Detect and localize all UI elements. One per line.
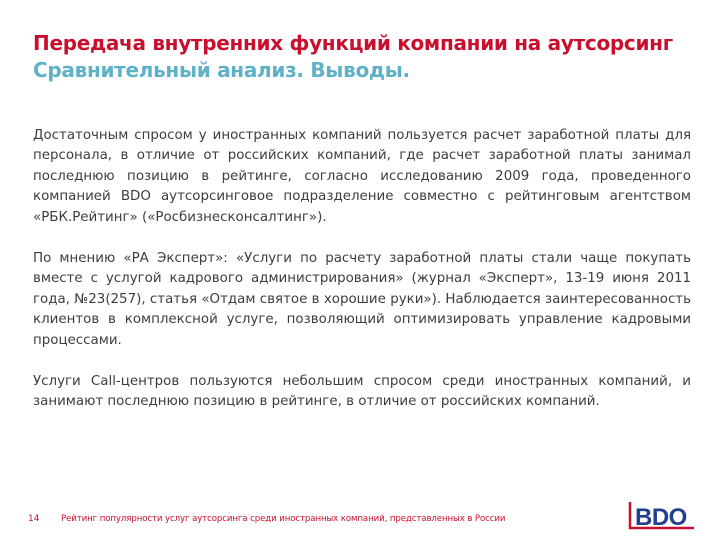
footnote: Рейтинг популярности услуг аутсорсинга среди иностранных компаний, представленных в России (61, 514, 506, 524)
paragraph-ra-expert: По мнению «РА Эксперт»: «Услуги по расчету заработной платы стали чаще покупать вместе с услугой кадрового администрирования» (журнал «Эксперт», 13-19 июня 2011 года, №23(257), статья «Отдам святое в хорошие руки»). Наблюдается заинтересованность клиентов в комплексной услуге, позволяющий оптимизировать управление кадровыми процессами. (33, 251, 691, 348)
paragraph-call-centers: Услуги Call-центров пользуются небольшим спросом среди иностранных компаний, и занимают последнюю позицию в рейтинге, в отличие от российских компаний. (33, 374, 691, 410)
footer (0, 500, 720, 540)
slide-subtitle: Сравнительный анализ. Выводы. (33, 58, 410, 82)
bdo-logo (624, 500, 696, 532)
title-block (33, 30, 703, 84)
page-number: 14 (28, 514, 40, 524)
paragraph-payroll: Достаточным спросом у иностранных компаний пользуется расчет заработной платы для персонала, в отличие от российских компаний, где расчет заработной платы занимал последнюю позицию в рейтинге, согласно исследованию 2009 года, проведенного компанией BDO аутсорсинговое подразделение совместно с рейтинговым агентством «РБК.Рейтинг» («Росбизнесконсалтинг»). (33, 128, 691, 225)
body-content (33, 126, 691, 434)
slide-title: Передача внутренних функций компании на аутсорсинг (33, 31, 673, 55)
logo-text: BDO (635, 504, 687, 531)
